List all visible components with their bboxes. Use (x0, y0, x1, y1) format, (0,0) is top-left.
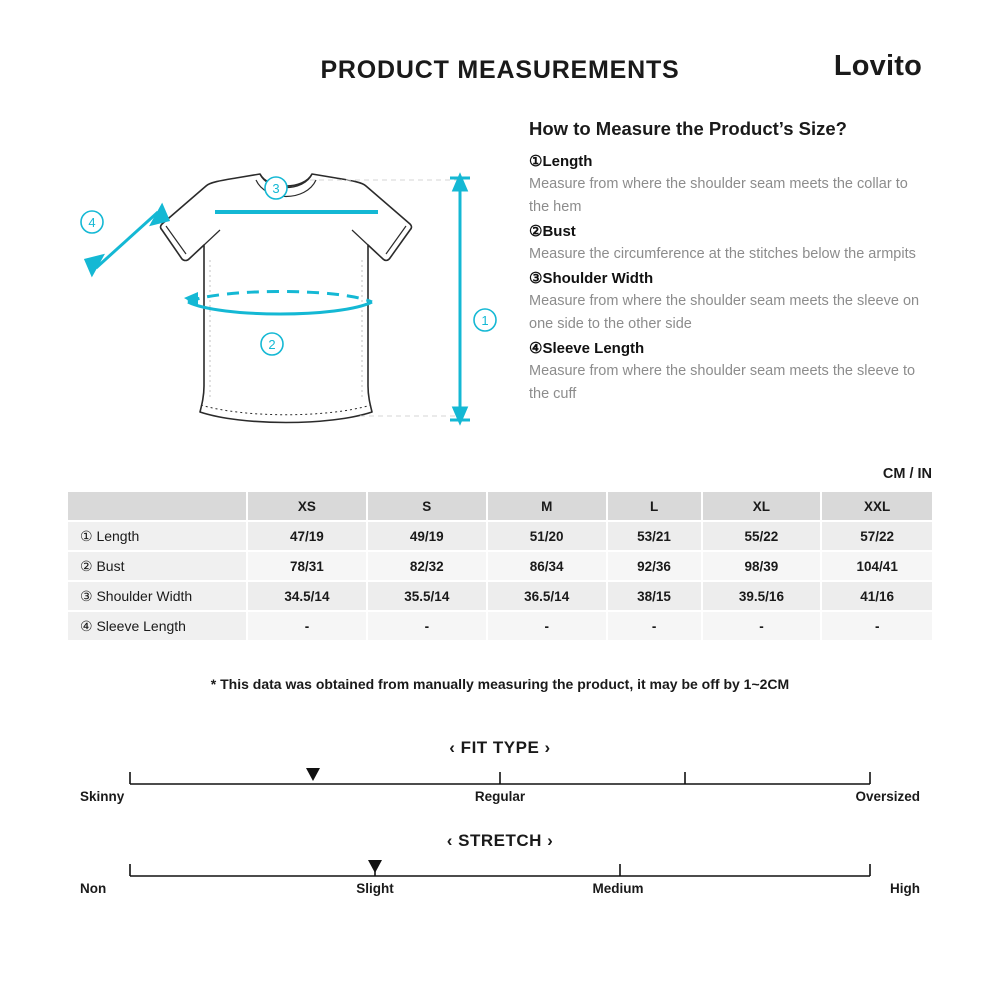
cell-bust-l: 92/36 (608, 552, 701, 580)
page-title: PRODUCT MEASUREMENTS (320, 56, 680, 84)
fit-label-regular: Regular (474, 789, 526, 804)
table-col-xxl: XXL (822, 492, 932, 520)
table-row (68, 582, 932, 610)
howto-item-sleeve-length (529, 338, 929, 406)
cell-length-xl: 55/22 (703, 522, 821, 550)
stretch-label-high: High (890, 881, 920, 896)
stretch-label-slight: Slight (356, 881, 394, 896)
cell-sleeve-s: - (368, 612, 486, 640)
cell-bust-xxl: 104/41 (822, 552, 932, 580)
howto-desc-length: Measure from where the shoulder seam meets the collar to the hem (529, 176, 908, 215)
cell-length-s: 49/19 (368, 522, 486, 550)
table-col-l: L (608, 492, 701, 520)
howto-label-length: ①Length (529, 153, 593, 170)
svg-text:4: 4 (88, 215, 96, 230)
cell-length-l: 53/21 (608, 522, 701, 550)
table-col-s: S (368, 492, 486, 520)
stretch-title: ‹ STRETCH › (446, 831, 554, 850)
howto-label-shoulder-width: ③Shoulder Width (529, 270, 654, 287)
cell-length-m: 51/20 (488, 522, 606, 550)
table-col-xs: XS (248, 492, 366, 520)
howto-desc-shoulder-width: Measure from where the shoulder seam meets the sleeve on one side to the other side (529, 293, 920, 332)
garment-diagram (60, 150, 520, 470)
cell-shoulder-xs: 34.5/14 (248, 582, 366, 610)
row-label-shoulder-width: ③ Shoulder Width (68, 582, 246, 610)
howto-item-length (529, 151, 929, 219)
cell-sleeve-xl: - (703, 612, 821, 640)
cell-length-xs: 47/19 (248, 522, 366, 550)
howto-label-bust: ②Bust (529, 223, 576, 240)
measurement-disclaimer: * This data was obtained from manually measuring the product, it may be off by 1~2CM (210, 676, 790, 692)
howto-item-shoulder-width (529, 268, 929, 336)
table-col-m: M (488, 492, 606, 520)
table-corner-cell (68, 492, 246, 520)
brand-logo: Lovito (833, 50, 922, 82)
cell-shoulder-m: 36.5/14 (488, 582, 606, 610)
cell-shoulder-xxl: 41/16 (822, 582, 932, 610)
table-row (68, 552, 932, 580)
fit-label-skinny: Skinny (80, 789, 125, 804)
howto-desc-sleeve-length: Measure from where the shoulder seam meets the sleeve to the cuff (529, 363, 916, 402)
howto-item-bust (529, 221, 929, 266)
table-header-row (68, 492, 932, 520)
cell-bust-xl: 98/39 (703, 552, 821, 580)
units-label: CM / IN (882, 466, 932, 482)
table-col-xl: XL (703, 492, 821, 520)
table-row (68, 612, 932, 640)
fit-label-oversized: Oversized (855, 789, 920, 804)
svg-text:1: 1 (481, 313, 489, 328)
howto-label-sleeve-length: ④Sleeve Length (529, 340, 645, 357)
cell-shoulder-xl: 39.5/16 (703, 582, 821, 610)
svg-text:3: 3 (272, 181, 280, 196)
row-label-sleeve-length: ④ Sleeve Length (68, 612, 246, 640)
cell-sleeve-xs: - (248, 612, 366, 640)
row-label-length: ① Length (68, 522, 246, 550)
cell-bust-m: 86/34 (488, 552, 606, 580)
row-label-bust: ② Bust (68, 552, 246, 580)
cell-bust-xs: 78/31 (248, 552, 366, 580)
cell-sleeve-xxl: - (822, 612, 932, 640)
cell-shoulder-s: 35.5/14 (368, 582, 486, 610)
fit-type-title: ‹ FIT TYPE › (449, 738, 551, 757)
howto-desc-bust: Measure the circumference at the stitches below the armpits (529, 246, 916, 262)
table-row (68, 522, 932, 550)
cell-length-xxl: 57/22 (822, 522, 932, 550)
cell-bust-s: 82/32 (368, 552, 486, 580)
how-to-measure-title: How to Measure the Product’s Size? (529, 118, 847, 139)
cell-sleeve-l: - (608, 612, 701, 640)
cell-shoulder-l: 38/15 (608, 582, 701, 610)
svg-text:2: 2 (268, 337, 276, 352)
size-chart-table (66, 490, 934, 642)
stretch-label-medium: Medium (592, 881, 644, 896)
cell-sleeve-m: - (488, 612, 606, 640)
stretch-label-non: Non (80, 881, 107, 896)
how-to-measure-section (529, 118, 929, 408)
